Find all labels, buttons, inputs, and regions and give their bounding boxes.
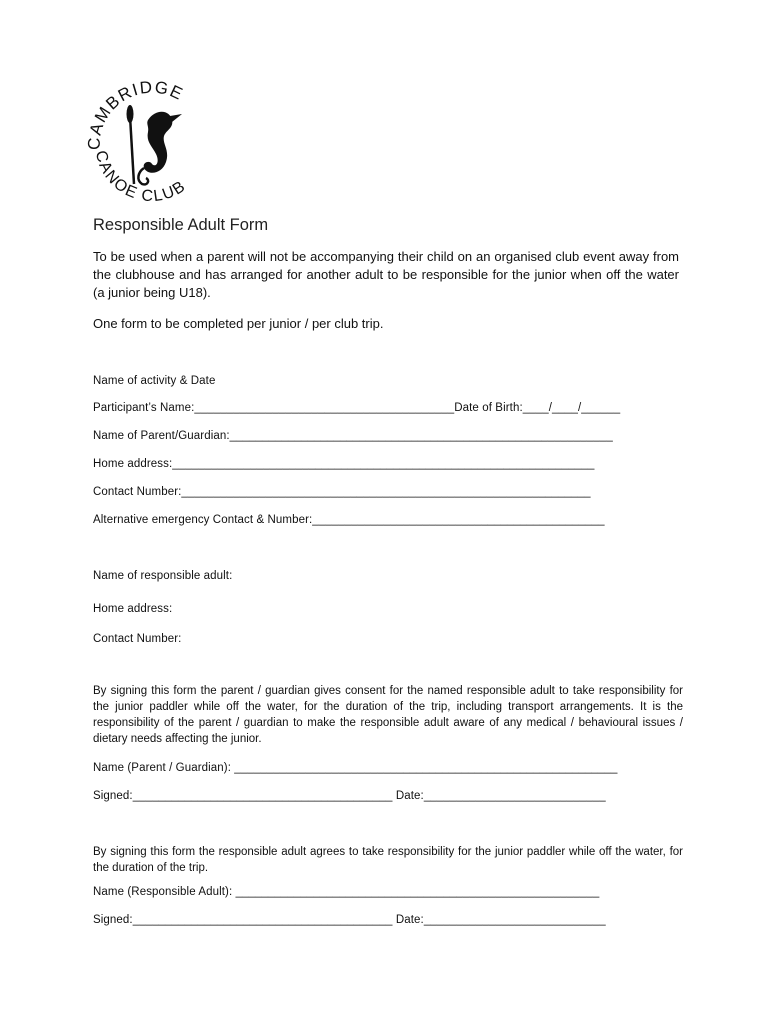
activity-field[interactable]: Name of activity & Date — [93, 375, 216, 387]
intro-paragraph: To be used when a parent will not be accompanying their child on an organised club event away from the clubhouse and has arranged for another adult to be responsible for the junior when off the water (a junior being U18). — [93, 249, 679, 300]
page-title: Responsible Adult Form — [93, 216, 269, 234]
club-logo — [86, 80, 216, 208]
parent-signed-line[interactable]: Signed:________________________________________ Date:____________________________ — [93, 790, 606, 802]
alt-contact-field[interactable]: Alternative emergency Contact & Number:_____________________________________________ — [93, 514, 605, 526]
adult-signed-line[interactable]: Signed:________________________________________ Date:____________________________ — [93, 914, 606, 926]
adult-name-line[interactable]: Name (Responsible Adult): ________________________________________________________ — [93, 886, 600, 898]
one-form-note: One form to be completed per junior / per club trip. — [93, 316, 384, 331]
participant-field[interactable]: Participant’s Name:________________________________________Date of Birth:____/____/______ — [93, 402, 621, 414]
svg-text:CANOE CLUB — [92, 149, 190, 205]
logo-top-text: CAMBRIDGE — [86, 80, 187, 151]
svg-text:CAMBRIDGE — [86, 80, 187, 150]
adult-consent-text: By signing this form the responsible adult agrees to take responsibility for the junior paddler while off the water, for the duration of the trip. — [93, 846, 683, 874]
responsible-adult-contact-field[interactable]: Contact Number: — [93, 633, 182, 645]
seahorse-with-paddle-icon — [127, 105, 183, 184]
parent-field[interactable]: Name of Parent/Guardian:___________________________________________________________ — [93, 430, 613, 442]
home-address-field[interactable]: Home address:_________________________________________________________________ — [93, 458, 595, 470]
contact-number-field[interactable]: Contact Number:_______________________________________________________________ — [93, 486, 591, 498]
parent-consent-text: By signing this form the parent / guardian gives consent for the named responsible adult to take responsibility for the junior paddler while off the water, for the duration of the trip, including transport arrangements. It is the responsibility of the parent / guardian to make the responsible adult aware of any medical / behavioural issues / dietary needs affecting the junior. — [93, 685, 683, 745]
logo-bottom-text: CANOE CLUB — [91, 148, 190, 206]
parent-name-line[interactable]: Name (Parent / Guardian): ___________________________________________________________ — [93, 762, 618, 774]
responsible-adult-address-field[interactable]: Home address: — [93, 603, 173, 615]
responsible-adult-name-field[interactable]: Name of responsible adult: — [93, 570, 233, 582]
